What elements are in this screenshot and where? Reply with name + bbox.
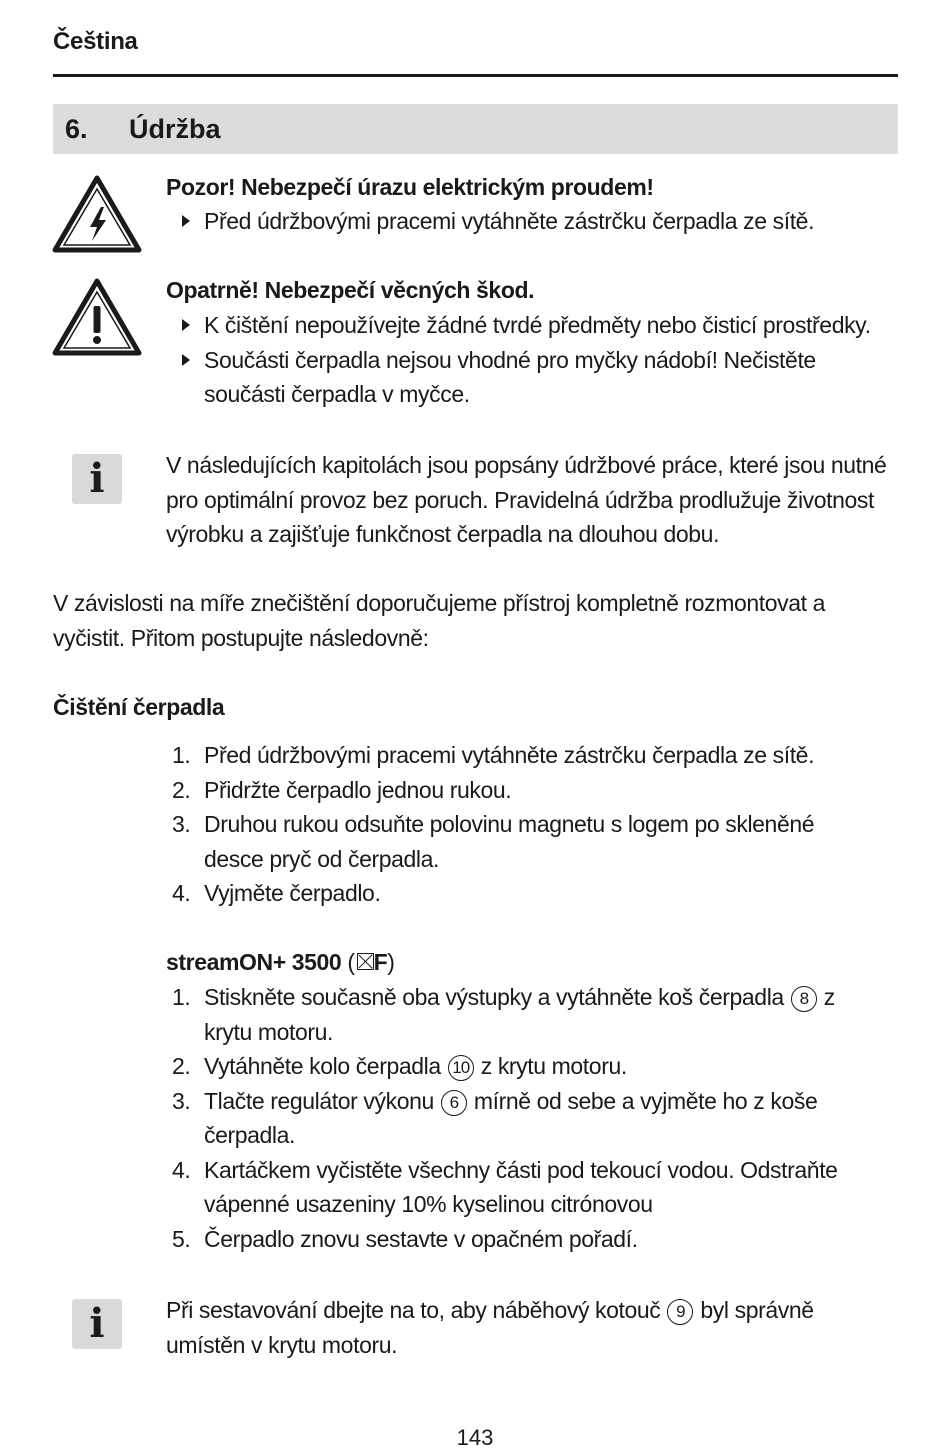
part-number-badge: 8 — [791, 986, 817, 1012]
bullet-triangle-icon — [182, 215, 190, 227]
list-item: K čištění nepoužívejte žádné tvrdé předměty nebo čisticí prostředky. — [166, 308, 896, 343]
part-number-badge: 9 — [667, 1299, 693, 1325]
info-maintenance-text: V následujících kapitolách jsou popsány údržbové práce, které jsou nutné pro optimální provoz bez poruch. Pravidelná údržba prodlužuje životnost výrobku a zajišťuje funkčnost čerpadla na dlouhou dobu. — [166, 452, 887, 547]
cleaning-steps — [166, 738, 876, 911]
list-item: 4. Vyjměte čerpadlo. — [172, 880, 381, 906]
list-item: 4. Kartáčkem vyčistěte všechny části pod tekoucí vodou. Odstraňte vápenné usazeniny 10% kyselinou citrónovou — [172, 1156, 838, 1217]
figure-letter: F — [373, 949, 388, 975]
list-item: 5. Čerpadlo znovu sestavte v opačném pořadí. — [172, 1225, 638, 1252]
electric-hazard-icon — [52, 175, 142, 253]
list-item: 1. Před údržbovými pracemi vytáhněte zástrčku čerpadla ze sítě. — [172, 742, 815, 768]
model-steps — [166, 980, 881, 1256]
list-item: 3. Tlačte regulátor výkonu 6 mírně od sebe a vyjměte ho z koše čerpadla. — [172, 1087, 818, 1148]
cleaning-heading: Čištění čerpadla — [53, 694, 225, 720]
figure-reference-icon — [357, 953, 374, 970]
warning-electric-list — [166, 204, 896, 239]
header-divider — [53, 74, 898, 77]
language-label: Čeština — [53, 28, 138, 55]
section-header — [53, 104, 898, 154]
list-item: 3. Druhou rukou odsuňte polovinu magnetu s logem po skleněné desce pryč od čerpadla. — [172, 811, 815, 872]
list-item: 2. Vytáhněte kolo čerpadla 10 z krytu motoru. — [172, 1053, 627, 1079]
warning-electric-title: Pozor! Nebezpečí úrazu elektrickým proudem! — [166, 174, 654, 200]
list-item: Před údržbovými pracemi vytáhněte zástrčku čerpadla ze sítě. — [166, 204, 896, 239]
section-number: 6. — [65, 114, 88, 144]
info-assembly-text: Při sestavování dbejte na to, aby náběhový kotouč 9 byl správně umístěn v krytu motoru. — [166, 1297, 814, 1358]
part-number-badge: 6 — [441, 1090, 467, 1116]
section-title: Údržba — [129, 114, 221, 144]
intro-paragraph: V závislosti na míře znečištění doporučujeme přístroj kompletně rozmontovat a vyčistit. Přitom postupujte následovně: — [53, 590, 826, 651]
exclamation-warning-icon — [52, 278, 142, 356]
part-number-badge: 10 — [448, 1055, 474, 1081]
info-icon: i — [72, 454, 122, 504]
model-name: streamON+ 3500 — [166, 949, 342, 975]
warning-damage-list — [166, 308, 896, 412]
bullet-triangle-icon — [182, 354, 190, 366]
list-item: 2. Přidržte čerpadlo jednou rukou. — [172, 776, 512, 803]
warning-damage-title: Opatrně! Nebezpečí věcných škod. — [166, 277, 535, 303]
model-heading: streamON+ 3500 ( F) — [166, 949, 395, 975]
bullet-triangle-icon — [182, 319, 190, 331]
list-item: 1. Stiskněte současně oba výstupky a vytáhněte koš čerpadla 8 z krytu motoru. — [172, 984, 835, 1045]
page-number: 143 — [456, 1425, 494, 1450]
info-icon: i — [72, 1299, 122, 1349]
list-item: Součásti čerpadla nejsou vhodné pro myčky nádobí! Nečistěte součásti čerpadla v myčce. — [166, 343, 896, 412]
